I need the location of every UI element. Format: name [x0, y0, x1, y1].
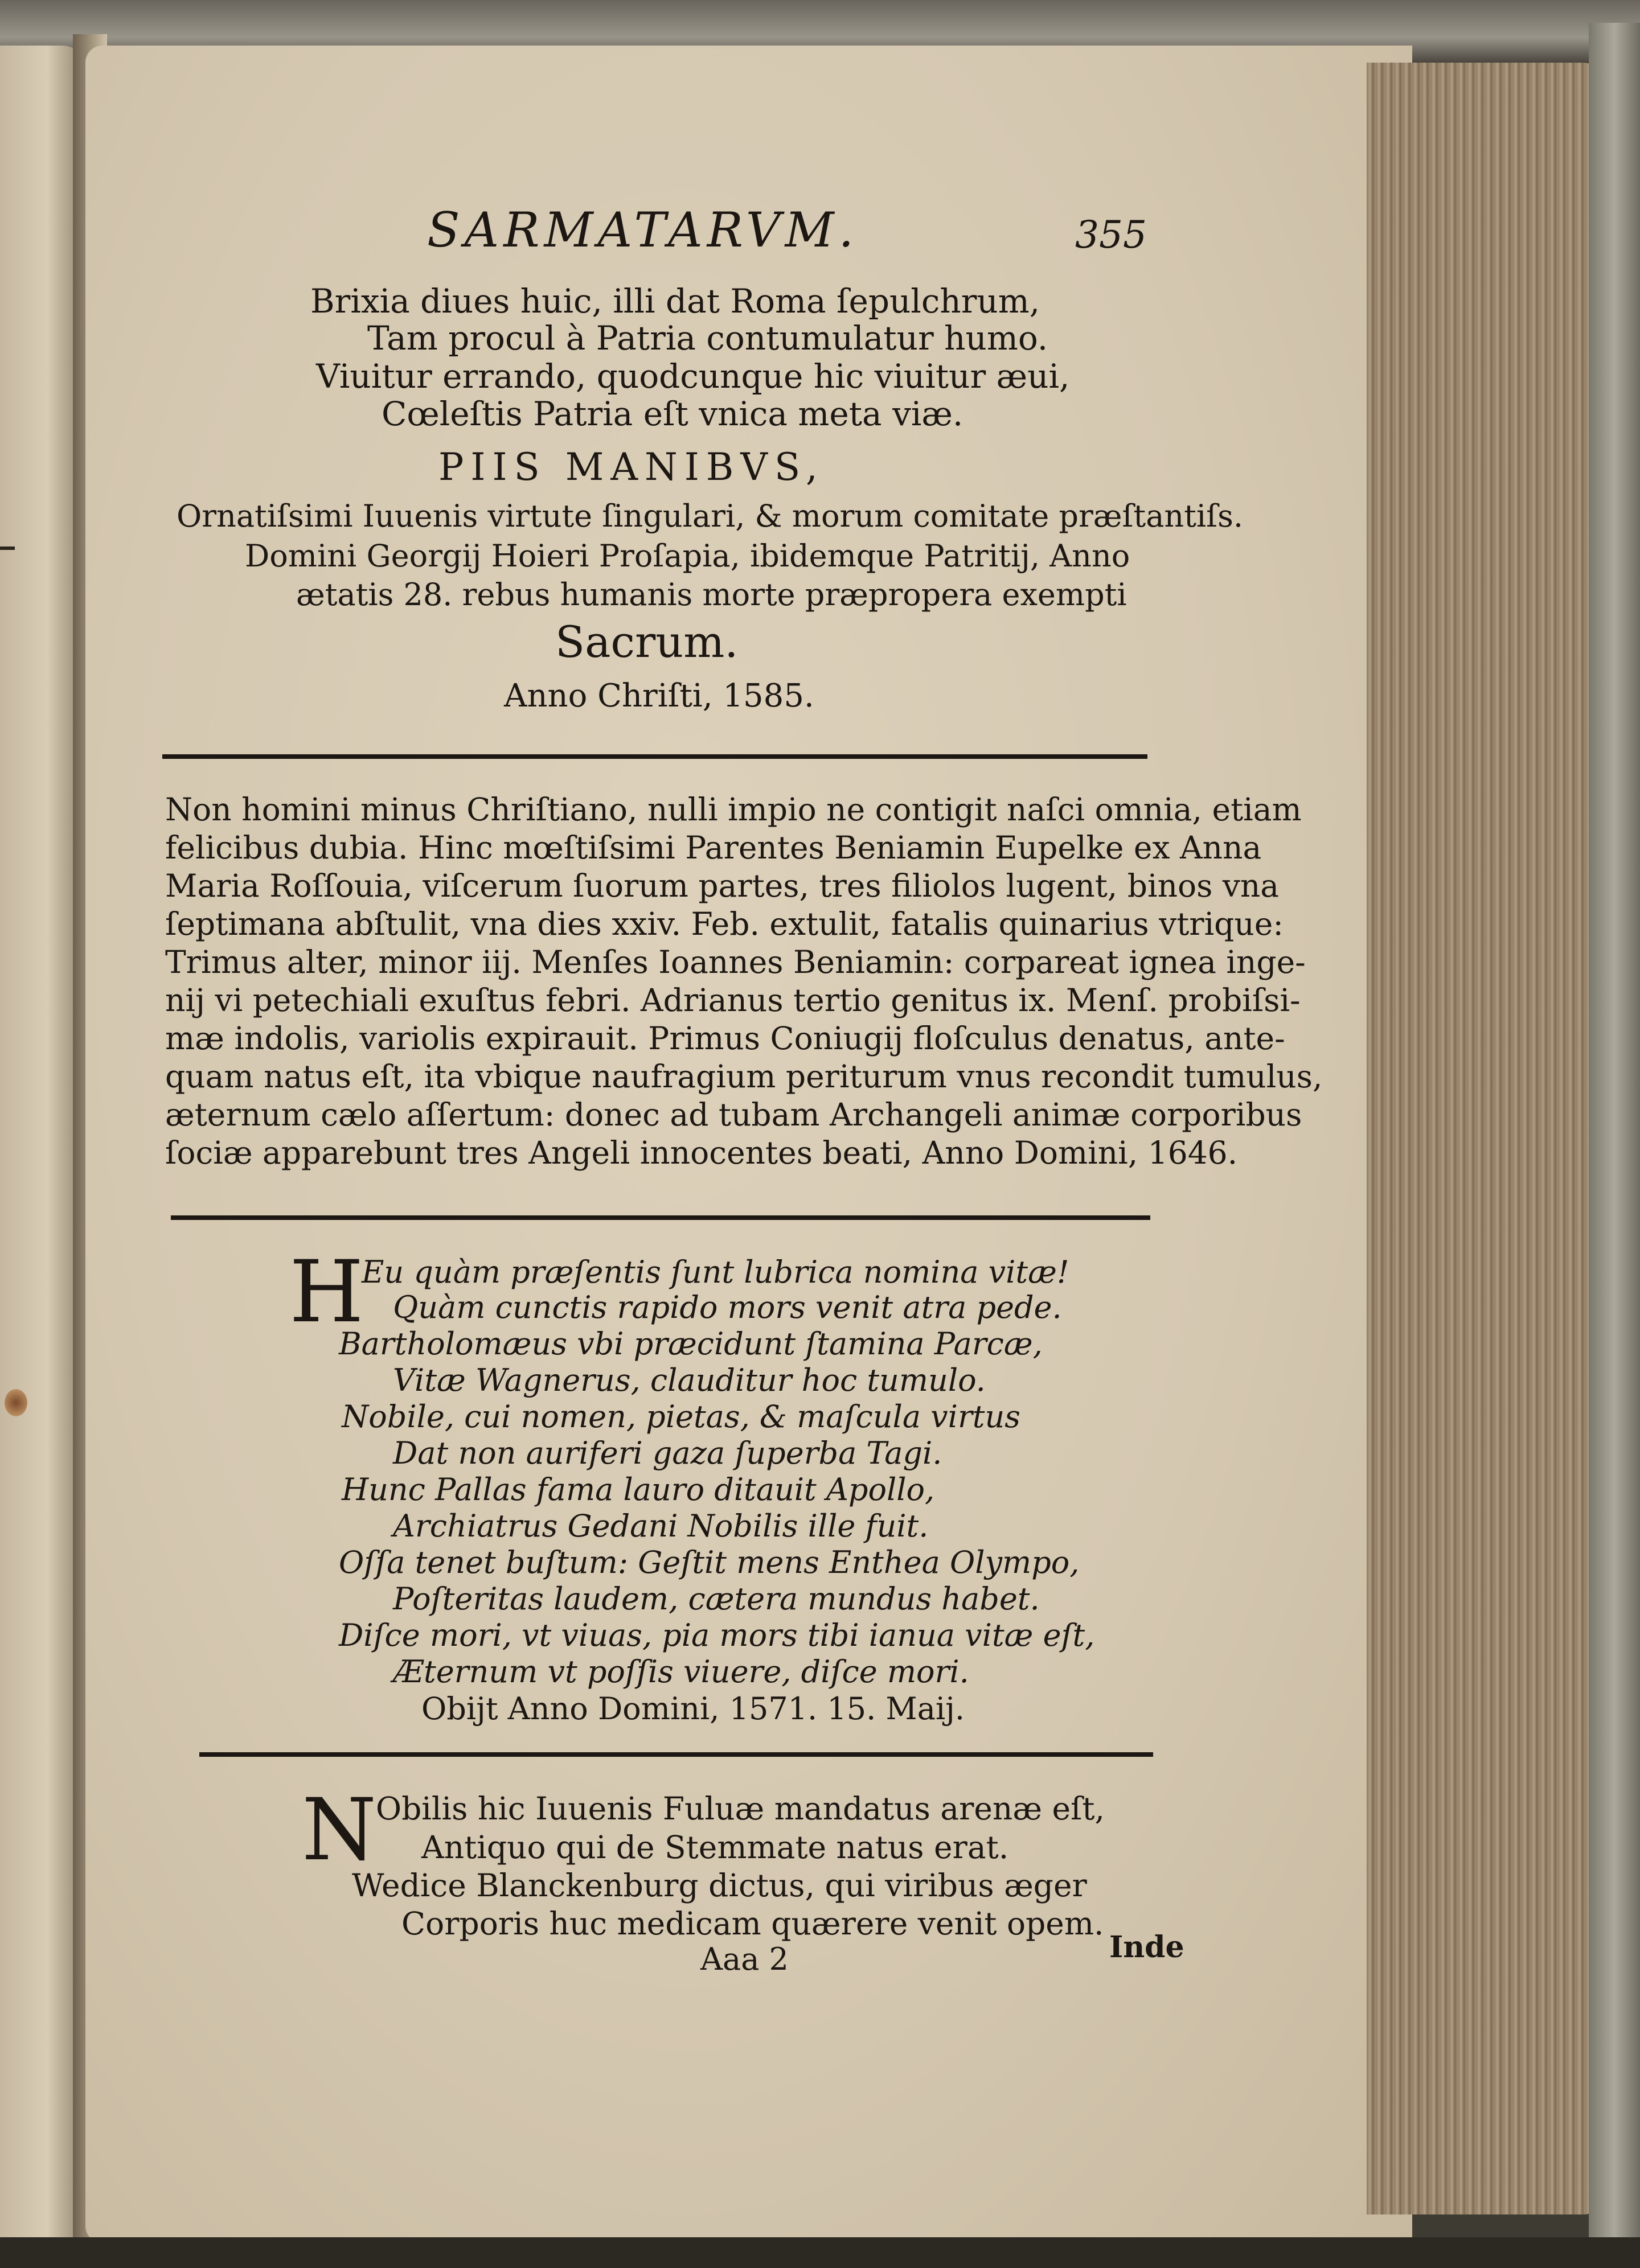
- epitaph-line: Bartholomæus vbi præcidunt ſtamina Parcæ,: [339, 1326, 1043, 1362]
- epitaph-line: Vitæ Wagnerus, clauditur hoc tumulo.: [393, 1362, 986, 1398]
- sacrum-heading: Sacrum.: [555, 617, 739, 667]
- running-header: SARMATARVM.: [427, 202, 859, 258]
- left-page-mark: [0, 547, 15, 550]
- epitaph-line: Poſteritas laudem, cætera mundus habet.: [393, 1581, 1040, 1617]
- drop-cap: N: [302, 1781, 377, 1880]
- paper-stain: [5, 1389, 27, 1416]
- section-rule: [162, 754, 1147, 759]
- prose-line: nij vi petechiali exuſtus febri. Adrianus tertio genitus ix. Menſ. probiſsi-: [165, 982, 1301, 1018]
- epitaph-line: Nobile, cui nomen, pietas, & maſcula virtus: [342, 1399, 1020, 1435]
- epitaph-line: Æternum vt poſſis viuere, diſce mori.: [393, 1654, 969, 1690]
- page-edges: [1367, 63, 1606, 2214]
- dedication-line: ætatis 28. rebus humanis morte præpropera exempti: [296, 577, 1127, 613]
- dedication-year: Anno Chriſti, 1585.: [504, 677, 814, 714]
- epitaph-line: Obilis hic Iuuenis Fuluæ mandatus arenæ eſt,: [376, 1790, 1105, 1827]
- epitaph-line: Dat non auriferi gaza ſuperba Tagi.: [393, 1435, 942, 1471]
- epitaph-line: Eu quàm præſentis ſunt lubrica nomina vitæ!: [362, 1254, 1069, 1290]
- dedication-line: Domini Georgij Hoieri Proſapia, ibidemque Patritij, Anno: [245, 538, 1130, 574]
- prose-line: felicibus dubia. Hinc mœſtiſsimi Parentes Beniamin Eupelke ex Anna: [165, 829, 1262, 866]
- epitaph-line: Quàm cunctis rapido mors venit atra pede.: [393, 1289, 1062, 1325]
- section-rule: [199, 1752, 1153, 1757]
- epitaph-line: Corporis huc medicam quærere venit opem.: [401, 1905, 1104, 1942]
- verse-line: Tam procul à Patria contumulatur humo.: [367, 319, 1048, 358]
- page-number: 355: [1075, 213, 1147, 257]
- verse-line: Viuitur errando, quodcunque hic viuitur æui,: [316, 357, 1070, 396]
- prose-line: Maria Roſſouia, viſcerum ſuorum partes, tres filiolos lugent, binos vna: [165, 868, 1280, 904]
- catchword: Inde: [1109, 1930, 1184, 1965]
- prose-line: Non homini minus Chriſtiano, nulli impio ne contigit naſci omnia, etiam: [165, 791, 1302, 828]
- epitaph-line: Oſſa tenet buſtum: Geſtit mens Enthea Olympo,: [339, 1544, 1080, 1580]
- prose-line: Trimus alter, minor iij. Menſes Ioannes Beniamin: corpareat ignea inge-: [165, 944, 1306, 980]
- book-cover-right: [1589, 23, 1640, 2268]
- verse-line: Brixia diues huic, illi dat Roma ſepulchrum,: [310, 282, 1040, 321]
- verse-line: Cœleſtis Patria eſt vnica meta viæ.: [382, 395, 964, 433]
- epitaph-line: Wedice Blanckenburg dictus, qui viribus æger: [352, 1867, 1087, 1904]
- prose-line: ſeptimana abſtulit, vna dies xxiv. Feb. extulit, fatalis quinarius vtrique:: [165, 906, 1284, 942]
- epitaph-line: Antiquo qui de Stemmate natus erat.: [421, 1829, 1009, 1866]
- drop-cap: H: [289, 1243, 364, 1342]
- prose-line: quam natus eſt, ita vbique naufragium periturum vnus recondit tumulus,: [165, 1058, 1323, 1095]
- prose-line: mæ indolis, variolis expirauit. Primus Coniugij floſculus denatus, ante-: [165, 1020, 1285, 1057]
- section-rule: [171, 1215, 1150, 1220]
- prose-line: æternum cælo aſſertum: donec ad tubam Archangeli animæ corporibus: [165, 1096, 1302, 1133]
- dedication-line: Ornatiſsimi Iuuenis virtute ſingulari, & morum comitate præſtantiſs.: [177, 498, 1244, 534]
- epitaph-line: Diſce mori, vt viuas, pia mors tibi ianua vitæ eſt,: [339, 1617, 1095, 1653]
- epitaph-date: Obijt Anno Domini, 1571. 15. Maij.: [421, 1691, 965, 1727]
- epitaph-line: Hunc Pallas fama lauro ditauit Apollo,: [342, 1472, 935, 1507]
- epitaph-line: Archiatrus Gedani Nobilis ille fuit.: [393, 1508, 929, 1544]
- signature-mark: Aaa 2: [700, 1941, 789, 1977]
- bottom-shadow: [0, 2237, 1640, 2268]
- dedication-title: PIIS MANIBVS,: [438, 445, 825, 489]
- prose-line: ſociæ apparebunt tres Angeli innocentes beati, Anno Domini, 1646.: [165, 1135, 1238, 1171]
